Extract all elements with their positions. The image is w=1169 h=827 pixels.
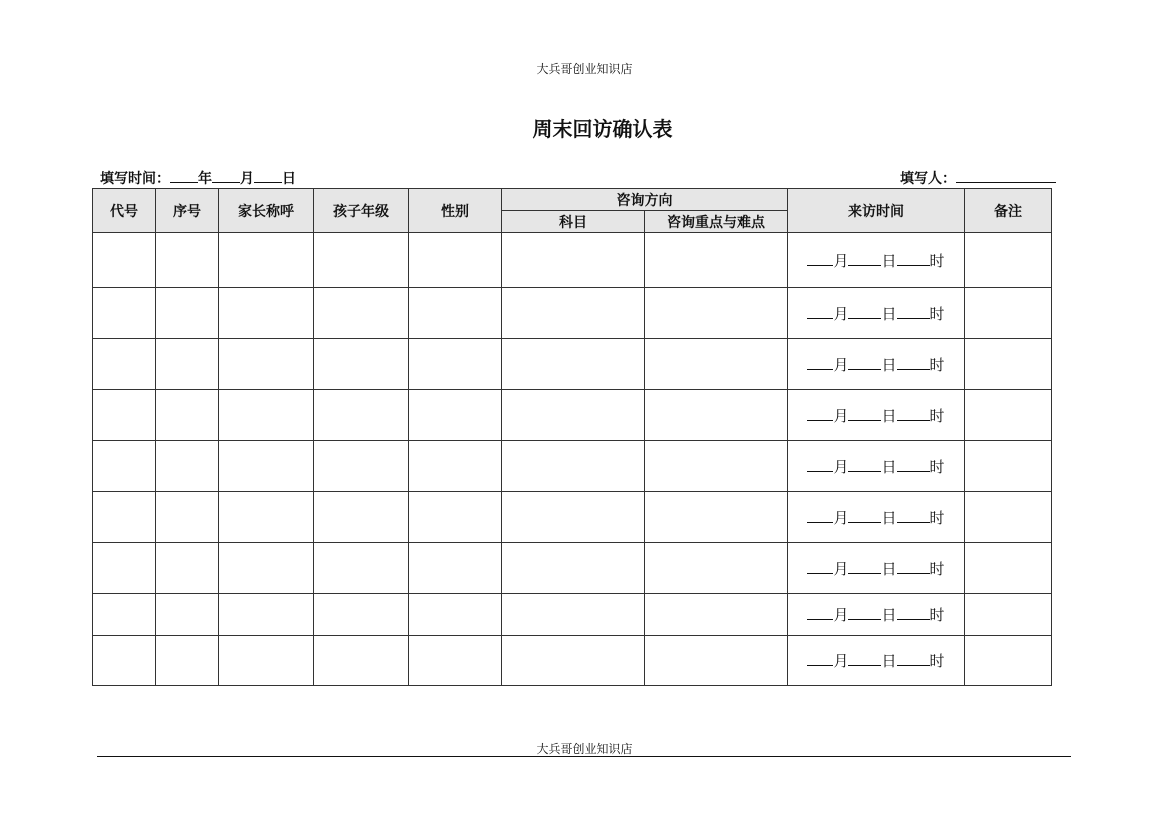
code-cell[interactable] (93, 288, 156, 339)
visit-day-blank[interactable] (848, 651, 881, 666)
table-row (93, 636, 1052, 686)
focus-cell[interactable] (645, 339, 788, 390)
seq-cell[interactable] (156, 233, 219, 288)
footer-divider (97, 756, 1071, 757)
visit-hour-blank[interactable] (897, 457, 930, 472)
code-cell[interactable] (93, 441, 156, 492)
visit-hour-blank[interactable] (897, 251, 930, 266)
table-row (93, 543, 1052, 594)
month-blank[interactable] (212, 168, 240, 183)
visit-hour-label: 时 (929, 457, 945, 476)
child-grade-cell[interactable] (314, 339, 409, 390)
code-cell[interactable] (93, 636, 156, 686)
subject-cell[interactable] (502, 636, 645, 686)
visit-month-label: 月 (833, 406, 849, 425)
seq-cell[interactable] (156, 636, 219, 686)
year-label: 年 (198, 171, 212, 187)
header-consult-direction: 咨询方向 (502, 189, 788, 211)
visit-time-cell[interactable] (788, 441, 965, 492)
visit-month-blank[interactable] (807, 508, 833, 523)
focus-cell[interactable] (645, 441, 788, 492)
remark-cell[interactable] (965, 233, 1052, 288)
visit-month-blank[interactable] (807, 605, 833, 620)
remark-cell[interactable] (965, 339, 1052, 390)
visit-hour-label: 时 (929, 304, 945, 323)
header-code: 代号 (93, 189, 156, 233)
visit-day-label: 日 (881, 652, 897, 670)
visit-month-label: 月 (833, 652, 849, 670)
visit-month-label: 月 (833, 355, 849, 374)
header-focus: 咨询重点与难点 (645, 211, 788, 233)
remark-cell[interactable] (965, 390, 1052, 441)
subject-cell[interactable] (502, 594, 645, 636)
remark-cell[interactable] (965, 492, 1052, 543)
subject-cell[interactable] (502, 288, 645, 339)
focus-cell[interactable] (645, 288, 788, 339)
visit-month-label: 月 (833, 457, 849, 476)
parent-name-cell[interactable] (219, 441, 314, 492)
header-seq: 序号 (156, 189, 219, 233)
visit-confirmation-table (92, 188, 1052, 686)
remark-cell[interactable] (965, 594, 1052, 636)
visit-day-label: 日 (881, 457, 897, 476)
visit-time-cell[interactable] (788, 492, 965, 543)
header-child-grade: 孩子年级 (314, 189, 409, 233)
visit-time-cell[interactable] (788, 594, 965, 636)
child-grade-cell[interactable] (314, 390, 409, 441)
visit-month-label: 月 (833, 606, 849, 624)
subject-cell[interactable] (502, 492, 645, 543)
visit-day-label: 日 (881, 406, 897, 425)
subject-cell[interactable] (502, 390, 645, 441)
subject-cell[interactable] (502, 339, 645, 390)
remark-cell[interactable] (965, 543, 1052, 594)
parent-name-cell[interactable] (219, 636, 314, 686)
code-cell[interactable] (93, 594, 156, 636)
visit-hour-label: 时 (929, 508, 945, 527)
table-body (93, 233, 1052, 686)
focus-cell[interactable] (645, 492, 788, 543)
day-blank[interactable] (254, 168, 282, 183)
fill-time (100, 168, 296, 188)
seq-cell[interactable] (156, 288, 219, 339)
visit-day-label: 日 (881, 559, 897, 578)
visit-hour-blank[interactable] (897, 406, 930, 421)
visit-hour-blank[interactable] (897, 304, 930, 319)
visit-time-cell[interactable] (788, 339, 965, 390)
table-row (93, 390, 1052, 441)
visit-hour-label: 时 (929, 251, 945, 270)
visit-hour-blank[interactable] (897, 651, 930, 666)
seq-cell[interactable] (156, 390, 219, 441)
visit-hour-label: 时 (929, 355, 945, 374)
parent-name-cell[interactable] (219, 339, 314, 390)
remark-cell[interactable] (965, 636, 1052, 686)
visit-day-blank[interactable] (848, 251, 881, 266)
focus-cell[interactable] (645, 543, 788, 594)
page-footer: 大兵哥创业知识店 (536, 742, 633, 756)
visit-day-label: 日 (881, 304, 897, 323)
visit-month-blank[interactable] (807, 406, 833, 421)
parent-name-cell[interactable] (219, 390, 314, 441)
focus-cell[interactable] (645, 636, 788, 686)
seq-cell[interactable] (156, 441, 219, 492)
visit-day-blank[interactable] (848, 508, 881, 523)
child-grade-cell[interactable] (314, 492, 409, 543)
code-cell[interactable] (93, 339, 156, 390)
header-gender: 性别 (409, 189, 502, 233)
visit-day-blank[interactable] (848, 605, 881, 620)
visit-hour-blank[interactable] (897, 605, 930, 620)
parent-name-cell[interactable] (219, 594, 314, 636)
filler-blank[interactable] (956, 168, 1056, 183)
fill-time-label: 填写时间： (100, 171, 170, 187)
gender-cell[interactable] (409, 492, 502, 543)
page-header: 大兵哥创业知识店 (536, 62, 633, 76)
table-row (93, 594, 1052, 636)
parent-name-cell[interactable] (219, 288, 314, 339)
subject-cell[interactable] (502, 543, 645, 594)
visit-hour-blank[interactable] (897, 559, 930, 574)
header-remark: 备注 (965, 189, 1052, 233)
seq-cell[interactable] (156, 594, 219, 636)
child-grade-cell[interactable] (314, 441, 409, 492)
header-parent-name: 家长称呼 (219, 189, 314, 233)
remark-cell[interactable] (965, 288, 1052, 339)
focus-cell[interactable] (645, 390, 788, 441)
visit-time-cell[interactable] (788, 636, 965, 686)
child-grade-cell[interactable] (314, 594, 409, 636)
child-grade-cell[interactable] (314, 636, 409, 686)
year-blank[interactable] (170, 168, 198, 183)
code-cell[interactable] (93, 233, 156, 288)
gender-cell[interactable] (409, 636, 502, 686)
visit-hour-blank[interactable] (897, 508, 930, 523)
visit-month-blank[interactable] (807, 251, 833, 266)
fill-info-row (100, 168, 1056, 186)
visit-day-blank[interactable] (848, 304, 881, 319)
visit-time-cell[interactable] (788, 543, 965, 594)
visit-day-blank[interactable] (848, 406, 881, 421)
table-row (93, 441, 1052, 492)
visit-hour-label: 时 (929, 652, 945, 670)
filler (900, 168, 1056, 188)
parent-name-cell[interactable] (219, 233, 314, 288)
visit-month-label: 月 (833, 304, 849, 323)
visit-month-blank[interactable] (807, 457, 833, 472)
visit-day-blank[interactable] (848, 559, 881, 574)
visit-time-cell[interactable] (788, 390, 965, 441)
visit-time-cell[interactable] (788, 288, 965, 339)
header-visit-time: 来访时间 (788, 189, 965, 233)
child-grade-cell[interactable] (314, 543, 409, 594)
visit-day-label: 日 (881, 508, 897, 527)
visit-month-label: 月 (833, 559, 849, 578)
gender-cell[interactable] (409, 390, 502, 441)
visit-hour-label: 时 (929, 606, 945, 624)
table-row (93, 492, 1052, 543)
visit-month-blank[interactable] (807, 355, 833, 370)
parent-name-cell[interactable] (219, 543, 314, 594)
day-label: 日 (282, 171, 296, 187)
focus-cell[interactable] (645, 233, 788, 288)
visit-day-label: 日 (881, 355, 897, 374)
parent-name-cell[interactable] (219, 492, 314, 543)
child-grade-cell[interactable] (314, 288, 409, 339)
subject-cell[interactable] (502, 233, 645, 288)
table-row (93, 288, 1052, 339)
gender-cell[interactable] (409, 441, 502, 492)
table-row (93, 339, 1052, 390)
remark-cell[interactable] (965, 441, 1052, 492)
visit-hour-label: 时 (929, 559, 945, 578)
page-title: 周末回访确认表 (532, 117, 673, 141)
visit-time-cell[interactable] (788, 233, 965, 288)
focus-cell[interactable] (645, 594, 788, 636)
code-cell[interactable] (93, 390, 156, 441)
visit-month-blank[interactable] (807, 559, 833, 574)
gender-cell[interactable] (409, 288, 502, 339)
visit-hour-label: 时 (929, 406, 945, 425)
visit-month-blank[interactable] (807, 304, 833, 319)
seq-cell[interactable] (156, 492, 219, 543)
gender-cell[interactable] (409, 594, 502, 636)
visit-month-label: 月 (833, 251, 849, 270)
subject-cell[interactable] (502, 441, 645, 492)
seq-cell[interactable] (156, 339, 219, 390)
gender-cell[interactable] (409, 543, 502, 594)
visit-day-blank[interactable] (848, 355, 881, 370)
visit-hour-blank[interactable] (897, 355, 930, 370)
table-row (93, 233, 1052, 288)
seq-cell[interactable] (156, 543, 219, 594)
month-label: 月 (240, 171, 254, 187)
visit-day-label: 日 (881, 606, 897, 624)
visit-month-label: 月 (833, 508, 849, 527)
visit-month-blank[interactable] (807, 651, 833, 666)
child-grade-cell[interactable] (314, 233, 409, 288)
filler-label: 填写人： (900, 171, 956, 187)
visit-day-blank[interactable] (848, 457, 881, 472)
gender-cell[interactable] (409, 233, 502, 288)
gender-cell[interactable] (409, 339, 502, 390)
header-subject: 科目 (502, 211, 645, 233)
visit-day-label: 日 (881, 251, 897, 270)
code-cell[interactable] (93, 543, 156, 594)
code-cell[interactable] (93, 492, 156, 543)
